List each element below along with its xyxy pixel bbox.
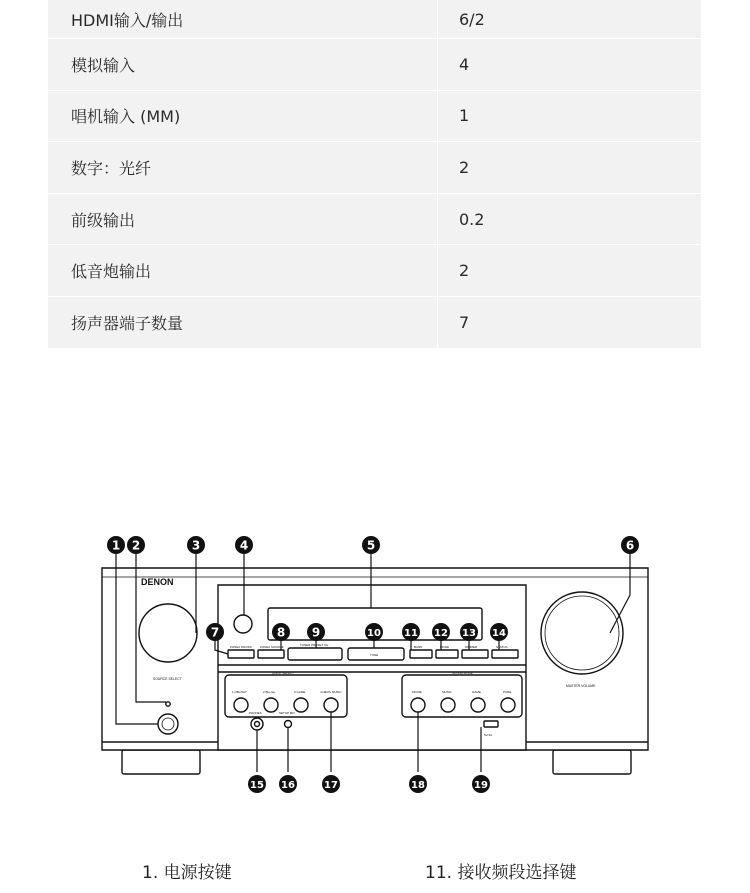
spec-label: 数字：光纤 — [48, 142, 438, 193]
usb-label: 5V/1A — [484, 733, 493, 737]
svg-text:16: 16 — [281, 780, 295, 791]
spec-label: 扬声器端子数量 — [48, 297, 438, 348]
status-label: STATUS — [496, 645, 508, 649]
spec-label: 低音炮输出 — [48, 245, 438, 296]
svg-text:4: 4 — [239, 538, 249, 553]
spec-row — [48, 0, 701, 39]
zone2-onoff-label: ZONE2 ON/OFF — [230, 645, 253, 649]
caption-power-button: 1. 电源按键 — [142, 863, 232, 883]
callout-15 — [248, 775, 266, 793]
svg-text:13: 13 — [462, 628, 476, 639]
sound-mode-game-label: GAME — [472, 690, 481, 694]
quick-select-4-label: 4 HEOS MUSIC — [320, 690, 342, 694]
svg-text:18: 18 — [411, 780, 425, 791]
quick-select-label: QUICK SELECT — [272, 671, 295, 675]
source-select-label: SOURCE SELECT — [153, 677, 182, 681]
center-panel — [218, 585, 526, 750]
spec-row — [48, 297, 701, 349]
svg-text:12: 12 — [434, 628, 448, 639]
callout-3 — [187, 536, 205, 554]
band-label: BAND — [414, 645, 423, 649]
setup-mic-label: SETUP MIC — [279, 711, 296, 715]
svg-text:19: 19 — [474, 780, 488, 791]
sound-mode-label: SOUND MODE — [452, 671, 473, 675]
left-foot — [122, 750, 200, 774]
spec-row — [48, 142, 701, 194]
spec-value: 4 — [459, 54, 470, 74]
svg-text:11: 11 — [404, 628, 418, 639]
callout-9 — [307, 623, 325, 641]
callout-1 — [107, 536, 125, 554]
quick-select-3-label: 3 GAME — [294, 690, 306, 694]
callout-11 — [402, 623, 420, 641]
callout-13 — [460, 623, 478, 641]
spec-row — [48, 39, 701, 91]
spec-value: 1 — [459, 106, 470, 126]
right-foot — [553, 750, 631, 774]
phones-label: PHONES — [249, 711, 262, 715]
callout-14 — [490, 623, 508, 641]
svg-text:2: 2 — [131, 538, 141, 553]
brand-logo: DENON — [141, 577, 174, 587]
svg-text:7: 7 — [210, 625, 220, 640]
callout-18 — [409, 775, 427, 793]
callout-5 — [362, 536, 380, 554]
callout-17 — [322, 775, 340, 793]
callout-4 — [235, 536, 253, 554]
sound-mode-music-label: MUSIC — [442, 690, 452, 694]
callout-12 — [432, 623, 450, 641]
callout-19 — [472, 775, 490, 793]
dimmer-label: DIMMER — [465, 645, 478, 649]
svg-text:3: 3 — [191, 538, 201, 553]
spec-value: 7 — [459, 312, 470, 332]
spec-label: 前级输出 — [48, 194, 438, 245]
spec-row — [48, 194, 701, 246]
spec-row — [48, 91, 701, 143]
svg-text:8: 8 — [276, 625, 286, 640]
zone2-source-label: ZONE2 SOURCE — [260, 645, 284, 649]
svg-text:6: 6 — [625, 538, 635, 553]
callout-16 — [279, 775, 297, 793]
spec-value: 2 — [459, 261, 470, 281]
sound-mode-pure-label: PURE — [503, 690, 512, 694]
svg-text:1: 1 — [111, 538, 121, 553]
callout-7 — [206, 623, 224, 641]
spec-value: 0.2 — [459, 209, 485, 229]
master-volume-label: MASTER VOLUME — [566, 684, 596, 688]
spec-value: 6/2 — [459, 9, 485, 29]
callout-8 — [272, 623, 290, 641]
mode-label: MODE — [440, 645, 449, 649]
spec-label: 唱机输入 (MM) — [48, 91, 438, 142]
tune-label: TUNE — [370, 653, 379, 657]
receiver-front-panel-diagram — [0, 520, 750, 810]
svg-text:9: 9 — [311, 625, 321, 640]
quick-select-1-label: 1 CBL/SAT — [232, 690, 247, 694]
svg-text:17: 17 — [324, 780, 338, 791]
spec-table — [48, 0, 701, 349]
callout-2 — [127, 536, 145, 554]
callout-10 — [365, 623, 383, 641]
spec-value: 2 — [459, 157, 470, 177]
spec-label: HDMI输入/输出 — [48, 0, 438, 38]
callout-6 — [621, 536, 639, 554]
svg-text:10: 10 — [367, 628, 381, 639]
sound-mode-movie-label: MOVIE — [412, 690, 422, 694]
svg-text:15: 15 — [250, 780, 264, 791]
quick-select-2-label: 2 Blu-ray — [263, 690, 276, 694]
spec-label: 模拟输入 — [48, 39, 438, 90]
caption-band-button: 11. 接收频段选择键 — [425, 863, 577, 883]
tuner-preset-label: TUNER PRESET CH — [300, 643, 329, 647]
svg-text:5: 5 — [366, 538, 376, 553]
svg-text:14: 14 — [492, 628, 506, 639]
spec-row — [48, 245, 701, 297]
